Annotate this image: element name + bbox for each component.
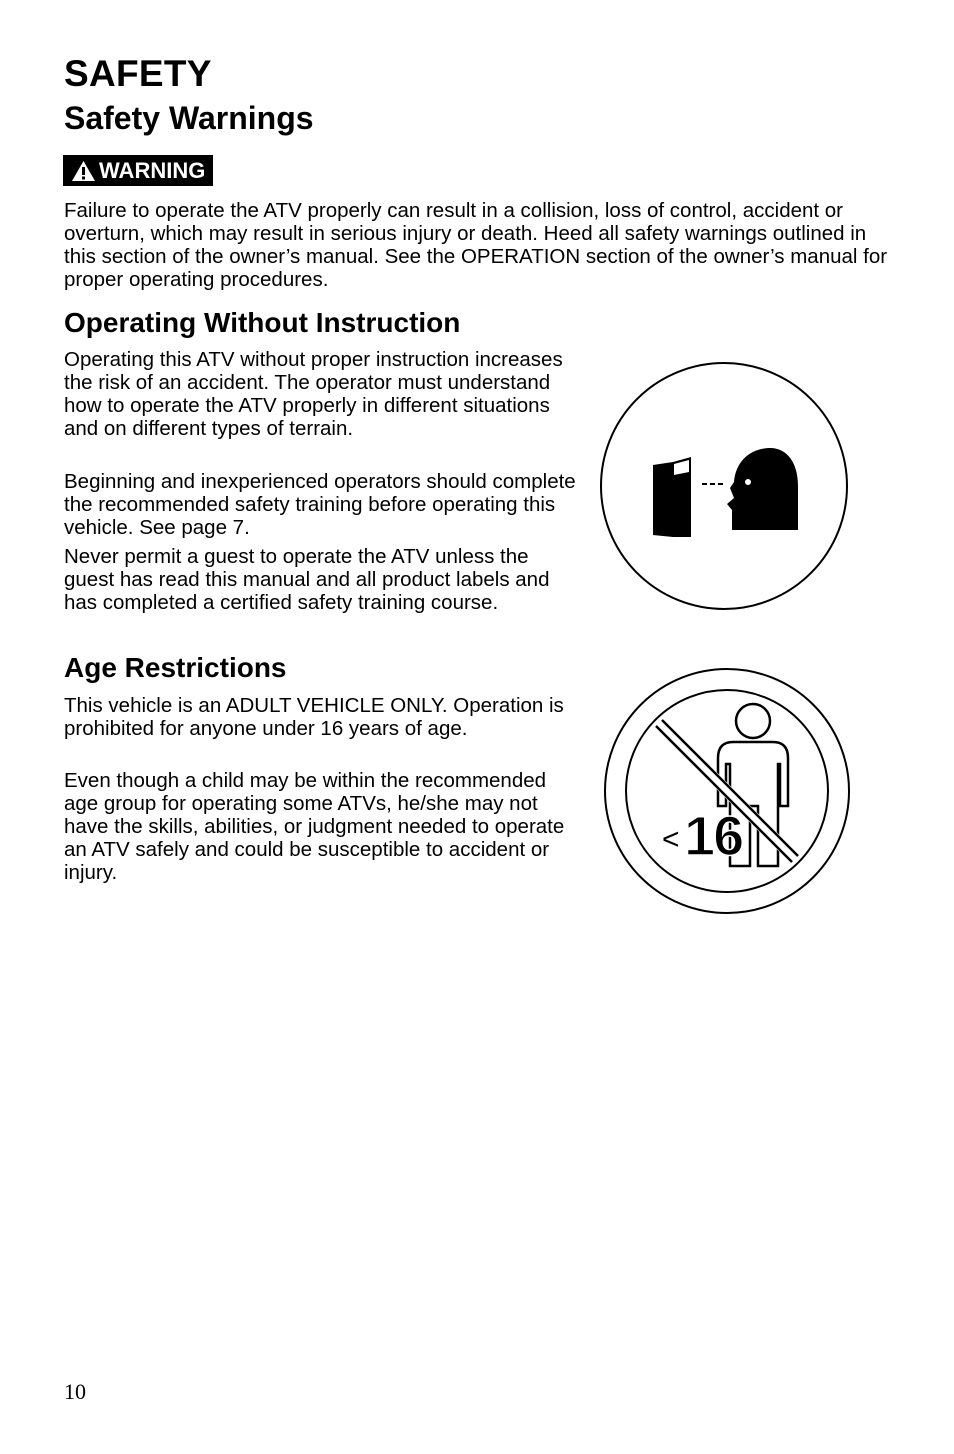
section-title: Safety Warnings — [64, 100, 314, 136]
operating-paragraph-3: Never permit a guest to operate the ATV unless the guest has read this manual and all product labels and has completed a certified safety training course. — [64, 545, 550, 614]
operating-title: Operating Without Instruction — [64, 307, 461, 338]
read-manual-illustration — [598, 360, 850, 612]
warning-text: Failure to operate the ATV properly can result in a collision, loss of control, accident or overturn, which may result in serious injury or death. Heed all safety warnings outlined in this section of the owner’s manual. See the OPERATION section of the owner’s manual for proper operating procedures. — [64, 199, 888, 291]
age-title: Age Restrictions — [64, 652, 287, 683]
age-paragraph-2: Even though a child may be within the recommended age group for operating some ATVs, he/she may not have the skills, abilities, or judgment needed to operate an ATV safely and could be susceptible to accident or injury. — [64, 769, 565, 884]
chapter-title: SAFETY — [64, 53, 212, 94]
less-than-symbol: < — [662, 823, 680, 856]
operating-paragraph-2: Beginning and inexperienced operators should complete the recommended safety training before operating this vehicle. See page 7. — [64, 470, 576, 539]
page-number: 10 — [64, 1379, 86, 1404]
operating-paragraph-1: Operating this ATV without proper instruction increases the risk of an accident. The operator must understand how to operate the ATV properly in different situations and on different types of terrain. — [64, 348, 563, 440]
warning-badge — [63, 155, 213, 186]
warning-triangle-icon — [71, 160, 96, 182]
age-restriction-sign — [602, 666, 852, 916]
age-number: 16 — [684, 804, 743, 867]
age-paragraph-1: This vehicle is an ADULT VEHICLE ONLY. Operation is prohibited for anyone under 16 years of age. — [64, 694, 564, 740]
warning-label: WARNING — [99, 158, 206, 183]
